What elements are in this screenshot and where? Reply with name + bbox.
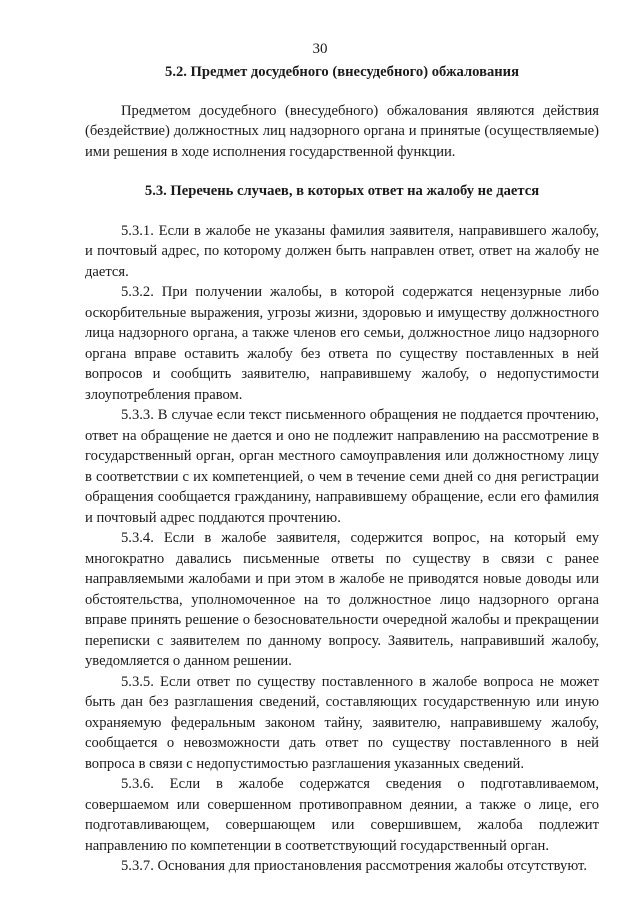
- paragraph-5-3-4: 5.3.4. Если в жалобе заявителя, содержится вопрос, на который ему многократно давались письменные ответы по существу в связи с ранее направляемыми жалобами и при этом в жалобе не приводятся новые доводы или обстоятельства, уполномоченное на то должностное лицо надзорного органа вправе принять решение о безосновательности очередной жалобы и прекращении переписки с заявителем по данному вопросу. Заявитель, направивший жалобу, уведомляется о данном решении.: [85, 530, 599, 669]
- paragraph-5-3-2: 5.3.2. При получении жалобы, в которой содержатся нецензурные либо оскорбительные выражения, угрозы жизни, здоровью и имуществу должностного лица надзорного органа, а также членов его семьи, должностное лицо надзорного органа вправе оставить жалобу без ответа по существу поставленных в ней вопросов и сообщить заявителю, направившему жалобу, о недопустимости злоупотребления правом.: [85, 284, 599, 403]
- section-5-3-heading: 5.3. Перечень случаев, в которых ответ на жалобу не дается: [144, 183, 540, 199]
- paragraph-5-3-6: 5.3.6. Если в жалобе содержатся сведения о подготавливаемом, совершаемом или совершенном противоправном деянии, а также о лице, его подготавливающем, совершающем или совершившем, жалоба подлежит направлению по компетенции в соответствующий государственный орган.: [85, 776, 599, 854]
- paragraph-5-3-7: 5.3.7. Основания для приостановления рассмотрения жалобы отсутствуют.: [121, 858, 587, 874]
- page-number: 30: [312, 41, 328, 57]
- paragraph-5-3-3: 5.3.3. В случае если текст письменного обращения не поддается прочтению, ответ на обращение не дается и оно не подлежит направлению на рассмотрение в государственный орган, орган местного самоуправления или должностному лицу в соответствии с их компетенцией, о чем в течение семи дней со дня регистрации обращения сообщается гражданину, направившему обращение, если его фамилия и почтовый адрес поддаются прочтению.: [85, 407, 599, 526]
- paragraph-5-3-5: 5.3.5. Если ответ по существу поставленного в жалобе вопроса не может быть дан без разглашения сведений, составляющих государственную или иную охраняемую федеральным законом тайну, заявителю, направившему жалобу, сообщается о невозможности дать ответ по существу поставленного в ней вопроса в связи с недопустимостью разглашения указанных сведений.: [85, 673, 599, 772]
- section-5-2-paragraph: Предметом досудебного (внесудебного) обжалования являются действия (бездействие) должностных лиц надзорного органа и принятые (осуществляемые) ими решения в ходе исполнения государственной функции.: [85, 102, 599, 160]
- paragraph-5-3-1: 5.3.1. Если в жалобе не указаны фамилия заявителя, направившего жалобу, и почтовый адрес, по которому должен быть направлен ответ, ответ на жалобу не дается.: [85, 222, 599, 280]
- document-body: [85, 62, 599, 877]
- section-5-2-heading: 5.2. Предмет досудебного (внесудебного) обжалования: [165, 64, 519, 80]
